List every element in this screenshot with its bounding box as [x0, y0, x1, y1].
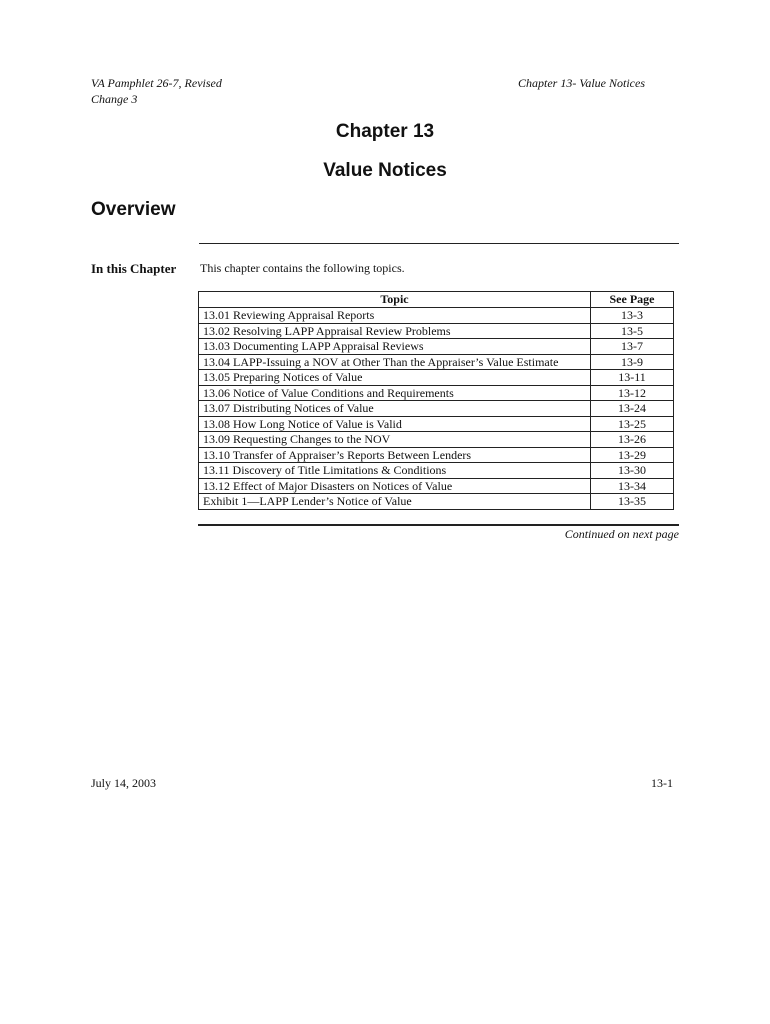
page-cell: 13-34	[591, 478, 674, 494]
table-row	[199, 308, 674, 324]
table-row	[199, 354, 674, 370]
table-row	[199, 478, 674, 494]
topic-cell: 13.01 Reviewing Appraisal Reports	[199, 308, 591, 324]
page-cell: 13-35	[591, 494, 674, 510]
page-cell: 13-11	[591, 370, 674, 386]
table-bottom-rule	[198, 524, 679, 526]
table-row	[199, 323, 674, 339]
page-cell: 13-30	[591, 463, 674, 479]
table-row	[199, 463, 674, 479]
page-cell: 13-9	[591, 354, 674, 370]
section-divider	[199, 243, 679, 244]
page-cell: 13-7	[591, 339, 674, 355]
table-row	[199, 494, 674, 510]
table-row	[199, 432, 674, 448]
table-row	[199, 416, 674, 432]
footer-page-number: 13-1	[651, 776, 673, 790]
topic-cell: 13.05 Preparing Notices of Value	[199, 370, 591, 386]
table-row	[199, 401, 674, 417]
topic-cell: 13.12 Effect of Major Disasters on Notices of Value	[199, 478, 591, 494]
chapter-title: Value Notices	[323, 160, 447, 181]
topic-column-header: Topic	[199, 292, 591, 308]
table-header-row	[199, 292, 674, 308]
page-cell: 13-3	[591, 308, 674, 324]
side-label: In this Chapter	[91, 261, 177, 276]
header-publication: VA Pamphlet 26-7, Revised	[91, 76, 222, 90]
page-cell: 13-12	[591, 385, 674, 401]
topic-cell: 13.08 How Long Notice of Value is Valid	[199, 416, 591, 432]
topics-table	[198, 291, 674, 510]
header-change: Change 3	[91, 92, 138, 106]
table-row	[199, 447, 674, 463]
intro-text: This chapter contains the following topics.	[200, 261, 405, 275]
chapter-number: Chapter 13	[335, 121, 435, 142]
table-row	[199, 370, 674, 386]
page-cell: 13-26	[591, 432, 674, 448]
topic-cell: Exhibit 1—LAPP Lender’s Notice of Value	[199, 494, 591, 510]
section-title: Overview	[91, 199, 176, 220]
topic-cell: 13.03 Documenting LAPP Appraisal Reviews	[199, 339, 591, 355]
page-cell: 13-25	[591, 416, 674, 432]
page-cell: 13-29	[591, 447, 674, 463]
running-header-right: Chapter 13- Value Notices	[518, 76, 645, 90]
table-row	[199, 385, 674, 401]
footer-date: July 14, 2003	[91, 776, 157, 790]
topic-cell: 13.09 Requesting Changes to the NOV	[199, 432, 591, 448]
continued-note: Continued on next page	[564, 527, 679, 541]
page-column-header: See Page	[591, 292, 674, 308]
topic-cell: 13.02 Resolving LAPP Appraisal Review Problems	[199, 323, 591, 339]
topic-cell: 13.10 Transfer of Appraiser’s Reports Between Lenders	[199, 447, 591, 463]
running-header-left	[91, 75, 222, 107]
page-cell: 13-5	[591, 323, 674, 339]
topic-cell: 13.04 LAPP-Issuing a NOV at Other Than the Appraiser’s Value Estimate	[199, 354, 591, 370]
topic-cell: 13.07 Distributing Notices of Value	[199, 401, 591, 417]
table-row	[199, 339, 674, 355]
page-cell: 13-24	[591, 401, 674, 417]
topic-cell: 13.06 Notice of Value Conditions and Requirements	[199, 385, 591, 401]
topic-cell: 13.11 Discovery of Title Limitations & Conditions	[199, 463, 591, 479]
